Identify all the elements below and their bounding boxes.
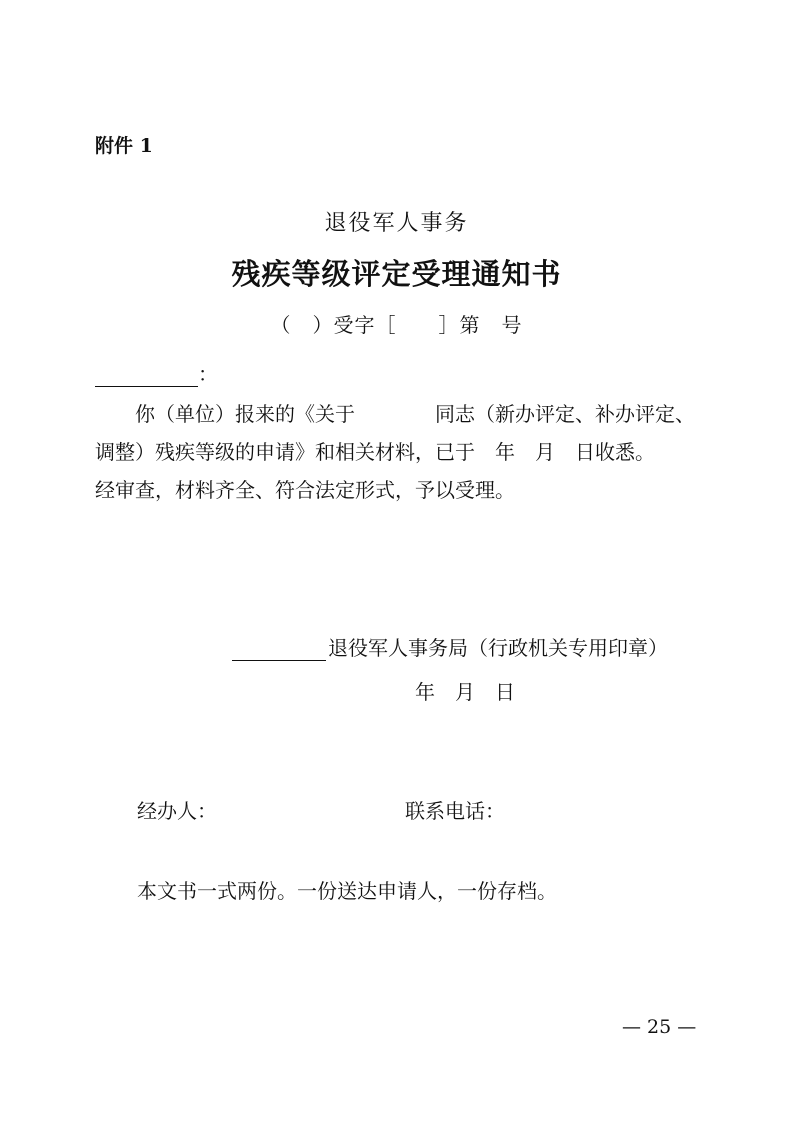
document-number: （ ）受字［ ］第 号: [270, 313, 523, 337]
copies-note: 本文书一式两份。一份送达申请人，一份存档。: [137, 879, 557, 903]
phone-label: 联系电话：: [405, 799, 505, 823]
body-line-1: 你（单位）报来的《关于 同志（新办评定、补办评定、: [135, 402, 695, 426]
issue-date: 年 月 日: [415, 680, 515, 704]
document-title: 残疾等级评定受理通知书: [231, 257, 562, 291]
addressee-colon: ：: [198, 362, 218, 386]
issuer-blank: [232, 642, 326, 661]
body-line-3: 经审查，材料齐全、符合法定形式，予以受理。: [95, 478, 515, 502]
addressee-blank: [95, 368, 198, 387]
issuer-org: 退役军人事务局（行政机关专用印章）: [328, 636, 668, 660]
page-number: — 25 —: [622, 1016, 697, 1038]
addressee-line: [95, 358, 218, 387]
attachment-label: 附件 1: [95, 135, 153, 157]
notice-body: [95, 395, 705, 509]
handler-label: 经办人：: [137, 799, 217, 823]
document-subtitle: 退役军人事务: [324, 211, 469, 236]
issuer-line: [232, 632, 668, 661]
body-line-2: 调整）残疾等级的申请》和相关材料，已于 年 月 日收悉。: [95, 440, 655, 464]
